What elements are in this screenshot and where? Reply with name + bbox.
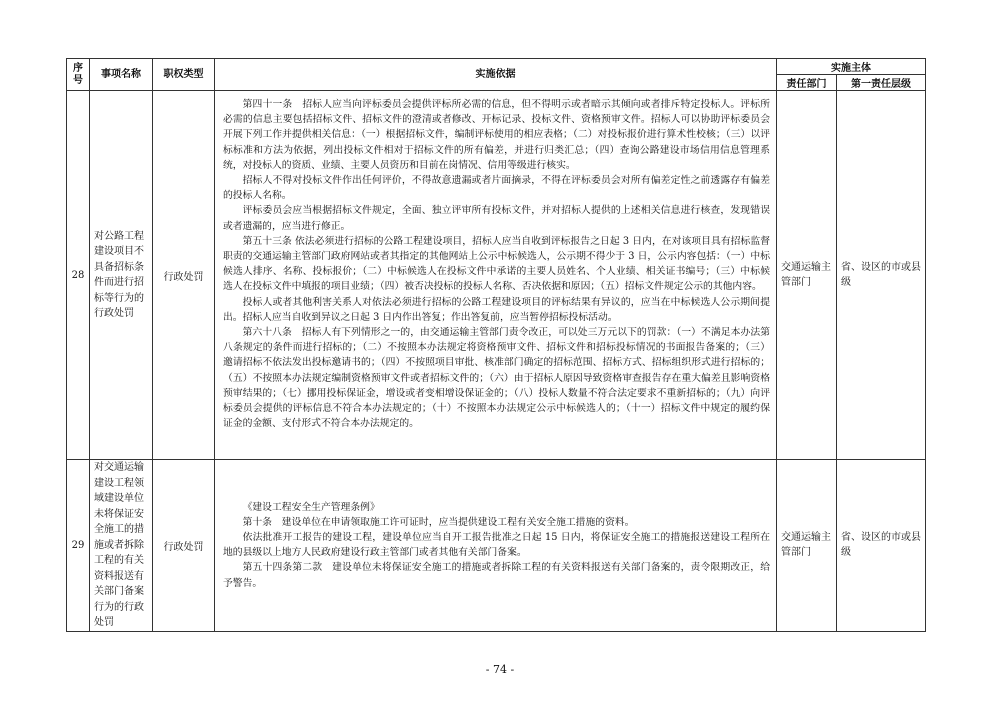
header-seq: 序号 [67,59,90,91]
basis-paragraph: 第十条 建设单位在申请领取施工许可证时，应当提供建设工程有关安全施工措施的资料。 [242,516,635,528]
row-type: 行政处罚 [153,460,215,632]
regulation-table [66,58,926,632]
row-seq: 29 [67,460,90,632]
row-dept: 交通运输主管部门 [777,460,837,632]
header-row-1 [67,59,926,75]
row-level: 省、设区的市或县级 [837,460,926,632]
header-subject: 实施主体 [777,59,926,75]
header-type: 职权类型 [153,59,215,91]
row-name: 对公路工程建设项目不具备招标条件而进行招标等行为的行政处罚 [90,91,153,460]
table-row [67,460,926,632]
header-dept: 责任部门 [777,75,837,91]
header-level: 第一责任层级 [837,75,926,91]
row-dept: 交通运输主管部门 [777,91,837,460]
basis-paragraph: 第四十一条 招标人应当向评标委员会提供评标所必需的信息，但不得明示或者暗示其倾向或者排斥特定投标人。评标所必需的信息主要包括招标文件、招标文件的澄清或者修改、开标记录、投标文件、资格预审文件。招标人可以协助评标委员会开展下列工作并提供相关信息：（一）根据招标文件，编制评标使用的相应表格；（二）对投标报价进行算术性校核；（三）以评标标准和方法为依据，列出投标文件相对于招标文件的所有偏差，并进行归类汇总；（四）查询公路建设市场信用信息管理系统，对投标人的资质、业绩、主要人员资历和目前在岗情况、信用等级进行核实。 [223,99,770,171]
basis-paragraph: 《建设工程安全生产管理条例》 [242,501,380,513]
row-level: 省、设区的市或县级 [837,91,926,460]
basis-paragraph: 第五十四条第二款 建设单位未将保证安全施工的措施或者拆除工程的有关资料报送有关部门备案的，责令限期改正，给予警告。 [223,562,770,589]
header-name: 事项名称 [90,59,153,91]
basis-paragraph: 招标人不得对投标文件作出任何评价，不得故意遗漏或者片面摘录，不得在评标委员会对所有偏差定性之前透露存有偏差的投标人名称。 [223,175,770,202]
row-seq: 28 [67,91,90,460]
row-basis [215,91,777,460]
page-number: - 74 - [485,663,515,676]
regulation-table-wrapper [66,58,926,632]
row-type: 行政处罚 [153,91,215,460]
table-row [67,91,926,460]
basis-paragraph: 依法批准开工报告的建设工程，建设单位应当自开工报告批准之日起 15 日内，将保证安全施工的措施报送建设工程所在地的县级以上地方人民政府建设行政主管部门或者其他有关部门备案。 [223,532,770,559]
row-basis [215,460,777,632]
basis-paragraph: 评标委员会应当根据招标文件规定，全面、独立评审所有投标文件，并对招标人提供的上述相关信息进行核查，发现错误或者遗漏的，应当进行修正。 [223,205,770,232]
basis-paragraph: 第六十八条 招标人有下列情形之一的，由交通运输主管部门责令改正，可以处三万元以下的罚款：（一）不满足本办法第八条规定的条件而进行招标的；（二）不按照本办法规定将资格预审文件、招标文件和招标投标情况的书面报告备案的；（三）邀请招标不依法发出投标邀请书的；（四）不按照项目审批、核准部门确定的招标范围、招标方式、招标组织形式进行招标的；（五）不按照本办法规定编制资格预审文件或者招标文件的；（六）由于招标人原因导致资格审查报告存在重大偏差且影响资格预审结果的；（七）挪用投标保证金，增设或者变相增设保证金的；（八）投标人数量不符合法定要求不重新招标的；（九）向评标委员会提供的评标信息不符合本办法规定的；（十）不按照本办法规定公示中标候选人的；（十一）招标文件中规定的履约保证金的金额、支付形式不符合本办法规定的。 [223,327,770,430]
row-name: 对交通运输建设工程领域建设单位未将保证安全施工的措施或者拆除工程的有关资料报送有关部门备案行为的行政处罚 [90,460,153,632]
header-basis: 实施依据 [215,59,777,91]
basis-paragraph: 第五十三条 依法必须进行招标的公路工程建设项目，招标人应当自收到评标报告之日起 3 日内，在对该项目具有招标监督职责的交通运输主管部门政府网站或者其指定的其他网站上公示中标候选人，公示期不得少于 3 日，公示内容包括：（一）中标候选人排序、名称、投标报价；（二）中标候选人在投标文件中承诺的主要人员姓名、个人业绩、相关证书编号；（三）中标候选人在投标文件中填报的项目业绩；（四）被否决投标的投标人名称、否决依据和原因；（五）招标文件规定公示的其他内容。 [223,235,770,293]
basis-paragraph: 投标人或者其他利害关系人对依法必须进行招标的公路工程建设项目的评标结果有异议的，应当在中标候选人公示期间提出。招标人应当自收到异议之日起 3 日内作出答复；作出答复前，应当暂停招标投标活动。 [223,296,770,323]
